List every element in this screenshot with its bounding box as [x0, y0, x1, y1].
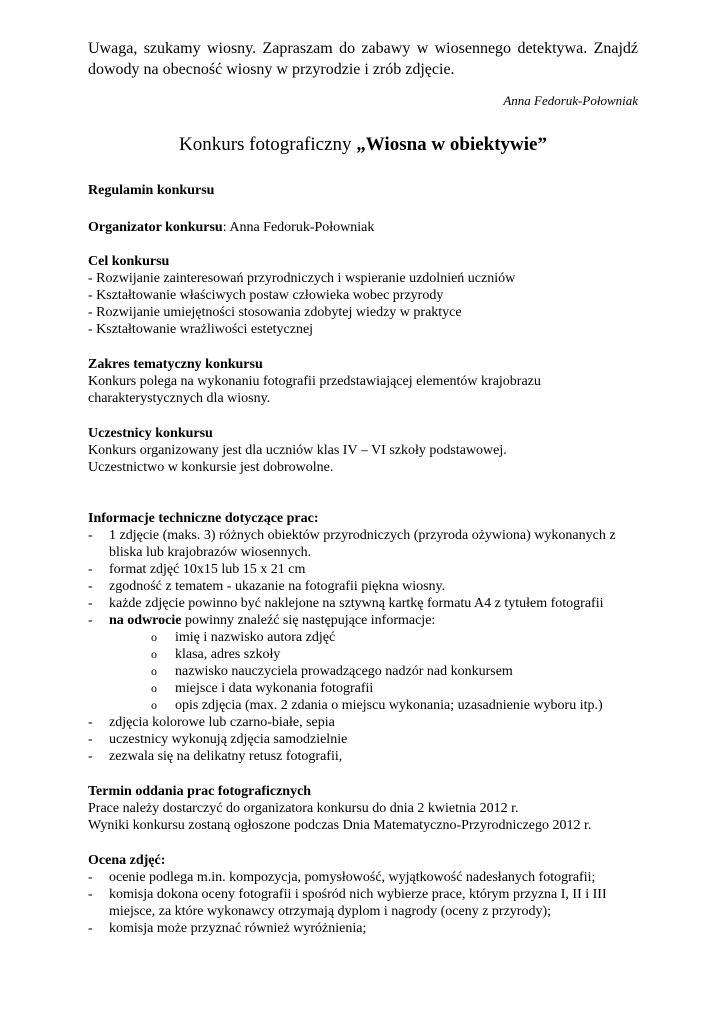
- goal-item: - Kształtowanie właściwych postaw człowieka wobec przyrody: [88, 288, 444, 303]
- circle-marker: o: [151, 647, 157, 661]
- participants-heading: Uczestnicy konkursu: [88, 426, 213, 441]
- rating-heading: Ocena zdjęć:: [88, 853, 166, 868]
- participants-line: Konkurs organizowany jest dla uczniów klas IV – VI szkoły podstawowej.: [88, 443, 507, 458]
- dash-marker: -: [88, 732, 93, 747]
- tech-section: [88, 510, 638, 765]
- organizer-label: Organizator konkursu: [88, 220, 223, 235]
- goal-item: - Rozwijanie umiejętności stosowania zdobytej wiedzy w praktyce: [88, 305, 462, 320]
- back-info-item: o klasa, adres szkoły: [151, 647, 281, 662]
- organizer-line: [88, 219, 638, 236]
- intro-author: Anna Fedoruk-Połowniak: [503, 93, 638, 108]
- deadline-line: Prace należy dostarczyć do organizatora konkursu do dnia 2 kwietnia 2012 r.: [88, 801, 519, 816]
- title-name: „Wiosna w obiektywie”: [356, 134, 547, 155]
- scope-heading: Zakres tematyczny konkursu: [88, 357, 263, 372]
- rating-section: [88, 852, 638, 937]
- participants-section: [88, 425, 638, 476]
- tech-item: - zgodność z tematem - ukazanie na fotografii piękna wiosny.: [88, 579, 446, 594]
- regulamin-section: [88, 182, 638, 199]
- scope-text: Konkurs polega na wykonaniu fotografii przedstawiającej elementów krajobrazu charakterystycznych dla wiosny.: [88, 374, 541, 406]
- dash-marker: -: [88, 715, 93, 730]
- goal-item: - Kształtowanie wrażliwości estetycznej: [88, 322, 314, 337]
- rating-item: - komisja dokona oceny fotografii i spośród nich wybierze prace, którym przyzna I, II i III miejsce, za które wykonawcy otrzymają dyplom i nagrody (oceny z przyrody);: [88, 887, 607, 919]
- dash-marker: -: [88, 596, 93, 611]
- rating-item: - ocenie podlega m.in. kompozycja, pomysłowość, wyjątkowość nadesłanych fotografii;: [88, 870, 596, 885]
- scope-section: [88, 356, 638, 407]
- circle-marker: o: [151, 630, 157, 644]
- back-info-item: o opis zdjęcia (max. 2 zdania o miejscu wykonania; uzasadnienie wyboru itp.): [151, 698, 603, 713]
- rating-item: - komisja może przyznać również wyróżnienia;: [88, 921, 367, 936]
- dash-marker: -: [88, 528, 93, 543]
- regulamin-heading: Regulamin konkursu: [88, 183, 215, 198]
- back-info-list: [109, 629, 638, 714]
- dash-marker: -: [88, 887, 93, 902]
- dash-marker: -: [88, 613, 93, 628]
- tech-item: - każde zdjęcie powinno być naklejone na sztywną kartkę formatu A4 z tytułem fotografii: [88, 596, 604, 611]
- tech-item-back: [88, 612, 638, 714]
- dash-marker: -: [88, 562, 93, 577]
- deadline-line: Wyniki konkursu zostaną ogłoszone podczas Dnia Matematyczno-Przyrodniczego 2012 r.: [88, 818, 592, 833]
- organizer-value: : Anna Fedoruk-Połowniak: [222, 220, 375, 235]
- deadline-section: [88, 783, 638, 834]
- goal-section: [88, 253, 638, 338]
- back-rest: powinny znaleźć się następujące informacje:: [181, 613, 436, 628]
- document-page: [88, 38, 638, 937]
- organizer-section: [88, 219, 638, 236]
- tech-heading: Informacje techniczne dotyczące prac:: [88, 511, 319, 526]
- back-info-item: o miejsce i data wykonania fotografii: [151, 681, 374, 696]
- contest-title: [88, 133, 638, 157]
- dash-marker: -: [88, 579, 93, 594]
- tech-item: - uczestnicy wykonują zdjęcia samodzielnie: [88, 732, 348, 747]
- dash-marker: -: [88, 870, 93, 885]
- back-info-item: o imię i nazwisko autora zdjęć: [151, 630, 336, 645]
- tech-item: - format zdjęć 10x15 lub 15 x 21 cm: [88, 562, 306, 577]
- circle-marker: o: [151, 698, 157, 712]
- back-bold: na odwrocie: [109, 613, 182, 628]
- dash-marker: -: [88, 749, 93, 764]
- back-info-item: o nazwisko nauczyciela prowadzącego nadzór nad konkursem: [151, 664, 513, 679]
- tech-item: - zdjęcia kolorowe lub czarno-białe, sepia: [88, 715, 335, 730]
- goal-heading: Cel konkursu: [88, 254, 170, 269]
- tech-list: [88, 527, 638, 765]
- deadline-heading: Termin oddania prac fotograficznych: [88, 784, 312, 799]
- dash-marker: -: [88, 921, 93, 936]
- tech-item: - 1 zdjęcie (maks. 3) różnych obiektów przyrodniczych (przyroda ożywiona) wykonanych z bliska lub krajobrazów wiosennych.: [88, 528, 616, 560]
- title-prefix: Konkurs fotograficzny: [178, 134, 357, 155]
- tech-item: - zezwala się na delikatny retusz fotografii,: [88, 749, 343, 764]
- participants-line: Uczestnictwo w konkursie jest dobrowolne.: [88, 460, 334, 475]
- rating-list: [88, 869, 638, 937]
- circle-marker: o: [151, 664, 157, 678]
- intro-text: Uwaga, szukamy wiosny. Zapraszam do zabawy w wiosennego detektywa. Znajdź dowody na obecność wiosny w przyrodzie i zrób zdjęcie.: [88, 40, 638, 78]
- goal-item: - Rozwijanie zainteresowań przyrodniczych i wspieranie uzdolnień uczniów: [88, 271, 516, 286]
- circle-marker: o: [151, 681, 157, 695]
